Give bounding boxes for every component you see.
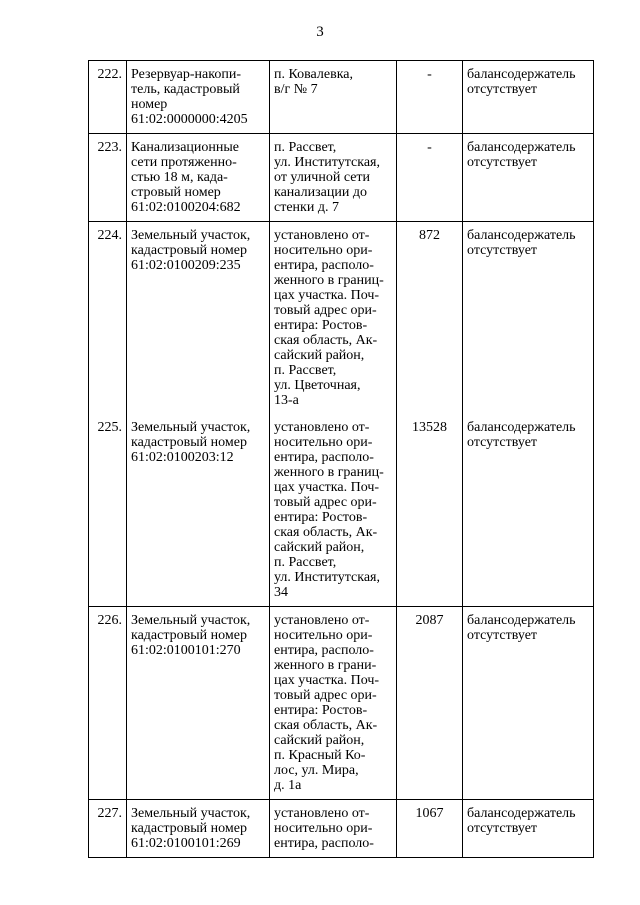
object-area: 872 bbox=[397, 222, 463, 415]
object-name: Резервуар-накопи- тель, кадастровый номер 61:02:0000000:4205 bbox=[127, 61, 270, 134]
table-row bbox=[89, 61, 594, 134]
object-name: Земельный участок, кадастровый номер 61:02:0100209:235 bbox=[127, 222, 270, 415]
object-area: - bbox=[397, 61, 463, 134]
object-area: 2087 bbox=[397, 607, 463, 800]
balance-holder: балансодержатель отсутствует bbox=[463, 61, 594, 134]
table-row bbox=[89, 134, 594, 222]
object-address: п. Ковалевка, в/г № 7 bbox=[270, 61, 397, 134]
row-number: 224. bbox=[89, 222, 127, 415]
table-row bbox=[89, 414, 594, 607]
balance-holder: балансодержатель отсутствует bbox=[463, 414, 594, 607]
row-number: 227. bbox=[89, 800, 127, 858]
row-number: 223. bbox=[89, 134, 127, 222]
object-address: установлено от- носительно ори- ентира, располо- женного в грани- цах участка. Поч- товый адрес ори- ентира: Ростов- ская область, Ак- сайский район, п. Красный Ко- лос, ул. Мира, д. 1а bbox=[270, 607, 397, 800]
table-row bbox=[89, 800, 594, 858]
object-address: установлено от- носительно ори- ентира, располо- женного в границ- цах участка. Поч- товый адрес ори- ентира: Ростов- ская область, Ак- сайский район, п. Рассвет, ул. Институтская, 34 bbox=[270, 414, 397, 607]
row-number: 222. bbox=[89, 61, 127, 134]
balance-holder: балансодержатель отсутствует bbox=[463, 222, 594, 415]
property-registry-table bbox=[88, 60, 594, 858]
table-row bbox=[89, 222, 594, 415]
object-name: Земельный участок, кадастровый номер 61:02:0100101:270 bbox=[127, 607, 270, 800]
table-row bbox=[89, 607, 594, 800]
object-address: установлено от- носительно ори- ентира, располо- bbox=[270, 800, 397, 858]
object-address: установлено от- носительно ори- ентира, располо- женного в границ- цах участка. Поч- товый адрес ори- ентира: Ростов- ская область, Ак- сайский район, п. Рассвет, ул. Цветочная, 13-а bbox=[270, 222, 397, 415]
object-area: - bbox=[397, 134, 463, 222]
balance-holder: балансодержатель отсутствует bbox=[463, 800, 594, 858]
row-number: 226. bbox=[89, 607, 127, 800]
balance-holder: балансодержатель отсутствует bbox=[463, 134, 594, 222]
page-number: 3 bbox=[316, 24, 324, 40]
object-name: Земельный участок, кадастровый номер 61:02:0100203:12 bbox=[127, 414, 270, 607]
object-address: п. Рассвет, ул. Институтская, от уличной сети канализации до стенки д. 7 bbox=[270, 134, 397, 222]
row-number: 225. bbox=[89, 414, 127, 607]
object-area: 13528 bbox=[397, 414, 463, 607]
object-name: Земельный участок, кадастровый номер 61:02:0100101:269 bbox=[127, 800, 270, 858]
object-name: Канализационные сети протяженно- стью 18 м, када- стровый номер 61:02:0100204:682 bbox=[127, 134, 270, 222]
object-area: 1067 bbox=[397, 800, 463, 858]
balance-holder: балансодержатель отсутствует bbox=[463, 607, 594, 800]
